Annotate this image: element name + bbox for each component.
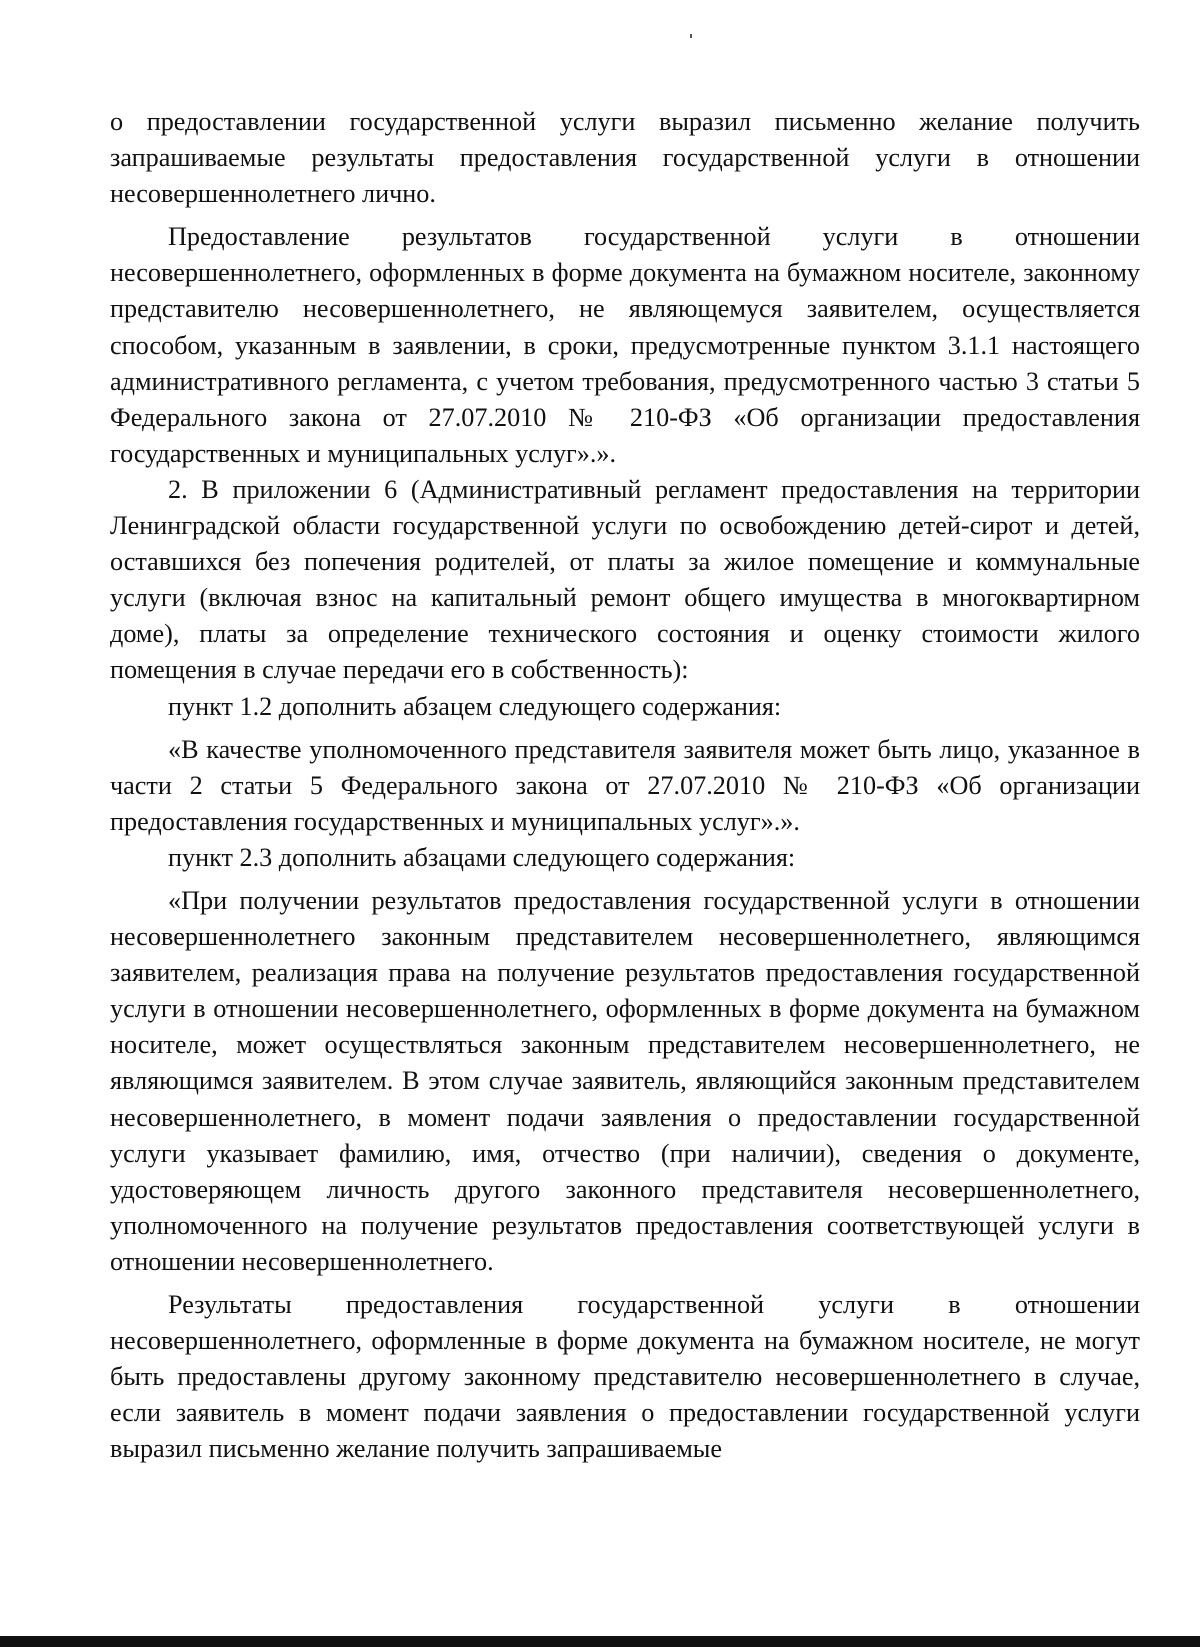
document-body xyxy=(110,104,1140,1467)
paragraph-authorized-representative: «В качестве уполномоченного представителя заявителя может быть лицо, указанное в части 2 статьи 5 Федерального закона от 27.07.2010 № 210-ФЗ «Об организации предоставления государственных и муниципальных услуг».». xyxy=(110,734,1140,836)
paragraph-point-1-2: пункт 1.2 дополнить абзацем следующего содержания: xyxy=(168,691,782,721)
scan-speck xyxy=(690,34,692,38)
paragraph-continuation: о предоставлении государственной услуги выразил письменно желание получить запрашиваемые результаты предоставления государственной услуги в отношении несовершеннолетнего лично. xyxy=(110,107,1140,209)
scan-bottom-edge xyxy=(0,1636,1200,1647)
paragraph-point-2-3: пункт 2.3 дополнить абзацами следующего содержания: xyxy=(168,842,796,872)
paragraph-results-not-provided: Результаты предоставления государственной услуги в отношении несовершеннолетнего, оформленные в форме документа на бумажном носителе, не могут быть предоставлены другому законному представителю несовершеннолетнего в случае, если заявитель в момент подачи заявления о предоставлении государственной услуги выразил письменно желание получить запрашиваемые xyxy=(110,1290,1140,1464)
paragraph-results-delivery: Предоставление результатов государственной услуги в отношении несовершеннолетнего, оформленных в форме документа на бумажном носителе, законному представителю несовершеннолетнего, не являющемуся заявителем, осуществляется способом, указанным в заявлении, в сроки, предусмотренные пунктом 3.1.1 настоящего административного регламента, с учетом требования, предусмотренного частью 3 статьи 5 Федерального закона от 27.07.2010 № 210-ФЗ «Об организации предоставления государственных и муниципальных услуг».». xyxy=(110,222,1140,468)
paragraph-item-2: 2. В приложении 6 (Административный регламент предоставления на территории Ленинградской области государственной услуги по освобождению детей-сирот и детей, оставшихся без попечения родителей, от платы за жилое помещение и коммунальные услуги (включая взнос на капитальный ремонт общего имущества в многоквартирном доме), платы за определение технического состояния и оценку стоимости жилого помещения в случае передачи его в собственность): xyxy=(110,474,1140,685)
paragraph-receipt-of-results: «При получении результатов предоставления государственной услуги в отношении несовершеннолетнего законным представителем несовершеннолетнего, являющимся заявителем, реализация права на получение результатов предоставления государственной услуги в отношении несовершеннолетнего, оформленных в форме документа на бумажном носителе, может осуществляться законным представителем несовершеннолетнего, не являющимся заявителем. В этом случае заявитель, являющийся законным представителем несовершеннолетнего, в момент подачи заявления о предоставлении государственной услуги указывает фамилию, имя, отчество (при наличии), сведения о документе, удостоверяющем личность другого законного представителя несовершеннолетнего, уполномоченного на получение результатов предоставления соответствующей услуги в отношении несовершеннолетнего. xyxy=(110,885,1140,1276)
